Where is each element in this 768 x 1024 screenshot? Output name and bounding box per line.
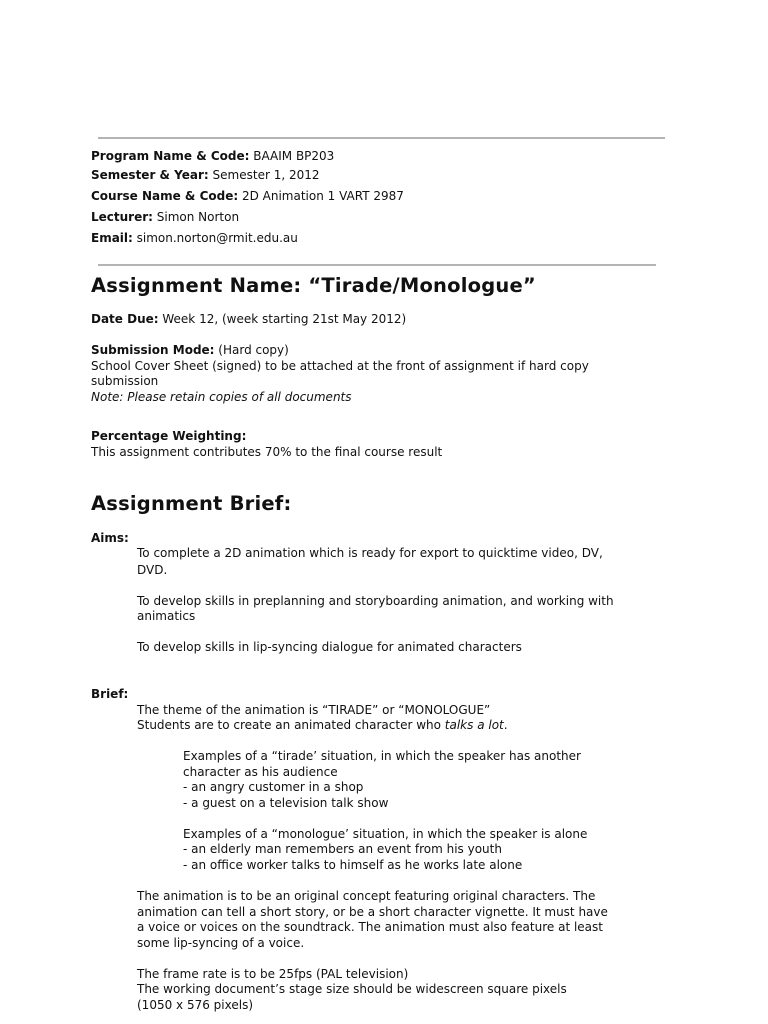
brief-label: Brief: [91, 687, 129, 701]
section-divider [98, 264, 656, 266]
assignment-title: Assignment Name: “Tirade/Monologue” [91, 274, 536, 297]
aim-1-line-1: To complete a 2D animation which is ready for export to quicktime video, DV, [137, 546, 603, 560]
due-line [91, 312, 406, 327]
course-line [91, 189, 404, 204]
submission-text-1: School Cover Sheet (signed) to be attached at the front of assignment if hard copy [91, 359, 589, 373]
semester-label: Semester & Year: [91, 168, 209, 182]
tirade-example-1: - an angry customer in a shop [183, 780, 364, 794]
frame-line-1: The frame rate is to be 25fps (PAL television) [137, 967, 409, 981]
program-label: Program Name & Code: [91, 149, 250, 163]
aim-3: To develop skills in lip-syncing dialogue for animated characters [137, 640, 522, 654]
tirade-line-2: character as his audience [183, 765, 338, 779]
email-value: simon.norton@rmit.edu.au [132, 231, 298, 245]
semester-value: Semester 1, 2012 [208, 168, 320, 182]
course-label: Course Name & Code: [91, 189, 239, 203]
aim-1-line-2: DVD. [137, 563, 168, 577]
submission-text-2: submission [91, 374, 159, 388]
submission-line [91, 343, 289, 358]
original-line-1: The animation is to be an original concept featuring original characters. The [137, 889, 596, 903]
semester-line [91, 168, 320, 183]
aim-2-line-1: To develop skills in preplanning and storyboarding animation, and working with [137, 594, 614, 608]
email-label: Email: [91, 231, 133, 245]
submission-label: Submission Mode: [91, 343, 215, 357]
monologue-line-1: Examples of a “monologue’ situation, in which the speaker is alone [183, 827, 588, 841]
original-line-3: a voice or voices on the soundtrack. The animation must also feature at least [137, 920, 603, 934]
lecturer-label: Lecturer: [91, 210, 153, 224]
aim-2-line-2: animatics [137, 609, 196, 623]
original-line-4: some lip-syncing of a voice. [137, 936, 305, 950]
aims-label: Aims: [91, 531, 129, 545]
frame-line-3: (1050 x 576 pixels) [137, 998, 254, 1012]
due-label: Date Due: [91, 312, 159, 326]
weighting-label: Percentage Weighting: [91, 429, 247, 443]
monologue-example-2: - an office worker talks to himself as he works late alone [183, 858, 523, 872]
brief-students [137, 718, 508, 733]
top-divider [98, 137, 665, 139]
course-value: 2D Animation 1 VART 2987 [238, 189, 404, 203]
lecturer-value: Simon Norton [152, 210, 240, 224]
students-period: . [503, 718, 508, 732]
program-line [91, 149, 334, 164]
program-value: BAAIM BP203 [249, 149, 335, 163]
lecturer-line [91, 210, 239, 225]
submission-value: (Hard copy) [214, 343, 289, 357]
email-line [91, 231, 298, 246]
tirade-line-1: Examples of a “tirade’ situation, in which the speaker has another [183, 749, 581, 763]
monologue-example-1: - an elderly man remembers an event from his youth [183, 842, 502, 856]
due-value: Week 12, (week starting 21st May 2012) [158, 312, 407, 326]
original-line-2: animation can tell a short story, or be a short character vignette. It must have [137, 905, 608, 919]
weighting-text: This assignment contributes 70% to the final course result [91, 445, 443, 459]
tirade-example-2: - a guest on a television talk show [183, 796, 389, 810]
submission-note: Note: Please retain copies of all documents [91, 390, 352, 404]
brief-theme: The theme of the animation is “TIRADE” or “MONOLOGUE” [137, 703, 491, 717]
students-emphasis: talks a lot [444, 718, 504, 732]
students-text: Students are to create an animated character who [137, 718, 445, 732]
brief-heading: Assignment Brief: [91, 492, 292, 515]
frame-line-2: The working document’s stage size should be widescreen square pixels [137, 982, 567, 996]
